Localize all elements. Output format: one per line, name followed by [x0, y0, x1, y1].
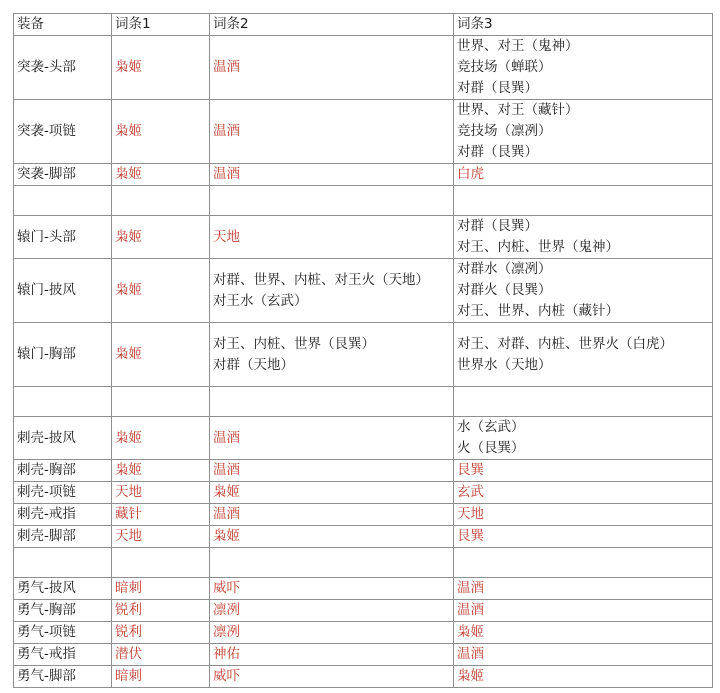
cell-text: 锐利	[115, 624, 142, 640]
affix-3-cell	[454, 622, 713, 644]
cell-text: 刺壳-披风	[17, 429, 76, 446]
cell-text: 勇气-披风	[17, 580, 76, 596]
table-body	[14, 36, 713, 688]
equipment-cell	[14, 460, 112, 482]
affix-3-cell	[454, 323, 713, 387]
cell-text: 天地	[115, 484, 142, 500]
cell-text: 突袭-头部	[17, 59, 76, 75]
affix-1-cell	[112, 100, 210, 164]
affix-3-cell	[454, 460, 713, 482]
affix-1-cell	[112, 526, 210, 548]
table-row	[14, 417, 713, 460]
affix-2-cell	[210, 259, 454, 323]
cell-text: 天地	[213, 228, 240, 245]
table-row	[14, 600, 713, 622]
cell-text: 温酒	[213, 59, 240, 75]
cell-text: 火（艮巽）	[457, 440, 525, 456]
equipment-cell	[14, 387, 112, 417]
cell-text: 对群火（艮巽）	[457, 282, 552, 298]
cell-text: 对群（艮巽）	[457, 80, 538, 96]
affix-3-cell	[454, 600, 713, 622]
affix-2-cell	[210, 644, 454, 666]
cell-text: 艮巽	[457, 528, 484, 544]
cell-text: 枭姬	[115, 462, 142, 478]
affix-1-cell	[112, 164, 210, 186]
affix-1-cell	[112, 644, 210, 666]
cell-text: 突袭-项链	[17, 123, 76, 139]
affix-1-cell	[112, 417, 210, 460]
equipment-cell	[14, 644, 112, 666]
table-row	[14, 164, 713, 186]
cell-text: 勇气-戒指	[17, 646, 76, 662]
cell-text: 温酒	[213, 429, 240, 446]
table-row	[14, 622, 713, 644]
affix-1-cell	[112, 504, 210, 526]
cell-text: 勇气-胸部	[17, 602, 76, 618]
affix-1-cell	[112, 548, 210, 578]
cell-text: 温酒	[213, 166, 240, 182]
cell-text: 暗刺	[115, 580, 142, 596]
cell-text: 对群（艮巽）	[457, 218, 538, 234]
cell-text: 对王、对群、内桩、世界火（白虎）	[457, 335, 673, 352]
affix-1-cell	[112, 323, 210, 387]
cell-text: 世界、对王（藏针）	[457, 102, 579, 118]
affix-1-cell	[112, 259, 210, 323]
affix-1-cell	[112, 482, 210, 504]
cell-text: 对王水（玄武）	[213, 292, 308, 309]
cell-text: 对王、世界、内桩（藏针）	[457, 303, 619, 319]
table-row	[14, 504, 713, 526]
cell-text: 温酒	[213, 123, 240, 139]
equipment-cell	[14, 164, 112, 186]
equipment-cell	[14, 622, 112, 644]
cell-text: 枭姬	[115, 123, 142, 139]
equipment-table	[13, 13, 713, 688]
affix-1-cell	[112, 600, 210, 622]
cell-text: 勇气-脚部	[17, 668, 76, 684]
affix-1-cell	[112, 666, 210, 688]
cell-text: 暗刺	[115, 668, 142, 684]
affix-2-cell	[210, 548, 454, 578]
table-row	[14, 644, 713, 666]
affix-3-cell	[454, 504, 713, 526]
equipment-cell	[14, 526, 112, 548]
affix-1-cell	[112, 578, 210, 600]
header-affix-1: 词条1	[112, 14, 210, 36]
table-row	[14, 526, 713, 548]
cell-text: 竞技场（凛冽）	[457, 123, 552, 139]
cell-text: 潜伏	[115, 646, 142, 662]
header-affix-3: 词条3	[454, 14, 713, 36]
table-row	[14, 666, 713, 688]
cell-text: 枭姬	[115, 346, 142, 362]
affix-1-cell	[112, 36, 210, 100]
cell-text: 枭姬	[115, 282, 142, 298]
equipment-cell	[14, 259, 112, 323]
affix-1-cell	[112, 460, 210, 482]
table-row	[14, 387, 713, 417]
cell-text: 威吓	[213, 668, 240, 684]
affix-1-cell	[112, 216, 210, 259]
affix-2-cell	[210, 482, 454, 504]
affix-1-cell	[112, 186, 210, 216]
affix-2-cell	[210, 578, 454, 600]
equipment-cell	[14, 578, 112, 600]
cell-text: 水（玄武）	[457, 419, 525, 435]
cell-text: 艮巽	[457, 462, 484, 478]
affix-2-cell	[210, 186, 454, 216]
equipment-cell	[14, 216, 112, 259]
cell-text: 玄武	[457, 484, 484, 500]
affix-3-cell	[454, 216, 713, 259]
cell-text: 枭姬	[213, 484, 240, 500]
cell-text: 枭姬	[115, 429, 142, 446]
header-equipment: 装备	[14, 14, 112, 36]
affix-2-cell	[210, 600, 454, 622]
cell-text: 对王、内桩、世界（鬼神）	[457, 239, 619, 255]
equipment-cell	[14, 600, 112, 622]
equipment-sheet	[13, 13, 713, 688]
equipment-cell	[14, 100, 112, 164]
affix-2-cell	[210, 323, 454, 387]
affix-2-cell	[210, 216, 454, 259]
cell-text: 辕门-胸部	[17, 346, 76, 362]
equipment-cell	[14, 323, 112, 387]
cell-text: 竞技场（蝉联）	[457, 59, 552, 75]
table-row	[14, 323, 713, 387]
cell-text: 枭姬	[457, 668, 484, 684]
affix-2-cell	[210, 622, 454, 644]
affix-3-cell	[454, 164, 713, 186]
affix-3-cell	[454, 36, 713, 100]
affix-1-cell	[112, 622, 210, 644]
affix-2-cell	[210, 417, 454, 460]
affix-3-cell	[454, 387, 713, 417]
affix-3-cell	[454, 548, 713, 578]
cell-text: 对王、内桩、世界（艮巽）	[213, 335, 375, 352]
equipment-cell	[14, 548, 112, 578]
table-row	[14, 578, 713, 600]
cell-text: 对群（艮巽）	[457, 144, 538, 160]
cell-text: 锐利	[115, 602, 142, 618]
cell-text: 藏针	[115, 506, 142, 522]
cell-text: 辕门-披风	[17, 282, 76, 298]
affix-2-cell	[210, 164, 454, 186]
affix-3-cell	[454, 259, 713, 323]
cell-text: 刺壳-项链	[17, 484, 76, 500]
table-row	[14, 100, 713, 164]
equipment-cell	[14, 36, 112, 100]
cell-text: 温酒	[213, 462, 240, 478]
cell-text: 威吓	[213, 580, 240, 596]
cell-text: 天地	[457, 506, 484, 522]
cell-text: 突袭-脚部	[17, 166, 76, 182]
cell-text: 刺壳-胸部	[17, 462, 76, 478]
cell-text: 枭姬	[457, 624, 484, 640]
table-row	[14, 216, 713, 259]
affix-3-cell	[454, 666, 713, 688]
header-row	[14, 14, 713, 36]
equipment-cell	[14, 666, 112, 688]
cell-text: 温酒	[213, 506, 240, 522]
cell-text: 温酒	[457, 602, 484, 618]
cell-text: 辕门-头部	[17, 228, 76, 245]
cell-text: 对群水（凛冽）	[457, 261, 552, 277]
affix-3-cell	[454, 526, 713, 548]
table-row	[14, 460, 713, 482]
equipment-cell	[14, 482, 112, 504]
cell-text: 对群（天地）	[213, 356, 294, 373]
cell-text: 白虎	[457, 166, 484, 182]
affix-2-cell	[210, 526, 454, 548]
affix-3-cell	[454, 644, 713, 666]
table-row	[14, 259, 713, 323]
table-row	[14, 36, 713, 100]
affix-3-cell	[454, 186, 713, 216]
cell-text: 枭姬	[115, 228, 142, 245]
affix-3-cell	[454, 578, 713, 600]
equipment-cell	[14, 186, 112, 216]
affix-2-cell	[210, 36, 454, 100]
equipment-cell	[14, 417, 112, 460]
table-row	[14, 186, 713, 216]
affix-3-cell	[454, 100, 713, 164]
table-row	[14, 482, 713, 504]
cell-text: 世界水（天地）	[457, 356, 552, 373]
affix-2-cell	[210, 666, 454, 688]
equipment-cell	[14, 504, 112, 526]
table-row	[14, 548, 713, 578]
cell-text: 枭姬	[213, 528, 240, 544]
affix-1-cell	[112, 387, 210, 417]
affix-3-cell	[454, 417, 713, 460]
cell-text: 凛冽	[213, 602, 240, 618]
cell-text: 勇气-项链	[17, 624, 76, 640]
cell-text: 神佑	[213, 646, 240, 662]
affix-3-cell	[454, 482, 713, 504]
cell-text: 枭姬	[115, 59, 142, 75]
cell-text: 温酒	[457, 580, 484, 596]
cell-text: 刺壳-戒指	[17, 506, 76, 522]
affix-2-cell	[210, 387, 454, 417]
cell-text: 凛冽	[213, 624, 240, 640]
affix-2-cell	[210, 504, 454, 526]
cell-text: 天地	[115, 528, 142, 544]
affix-2-cell	[210, 100, 454, 164]
cell-text: 刺壳-脚部	[17, 528, 76, 544]
cell-text: 温酒	[457, 646, 484, 662]
cell-text: 枭姬	[115, 166, 142, 182]
cell-text: 世界、对王（鬼神）	[457, 38, 579, 54]
affix-2-cell	[210, 460, 454, 482]
cell-text: 对群、世界、内桩、对王火（天地）	[213, 271, 429, 288]
header-affix-2: 词条2	[210, 14, 454, 36]
